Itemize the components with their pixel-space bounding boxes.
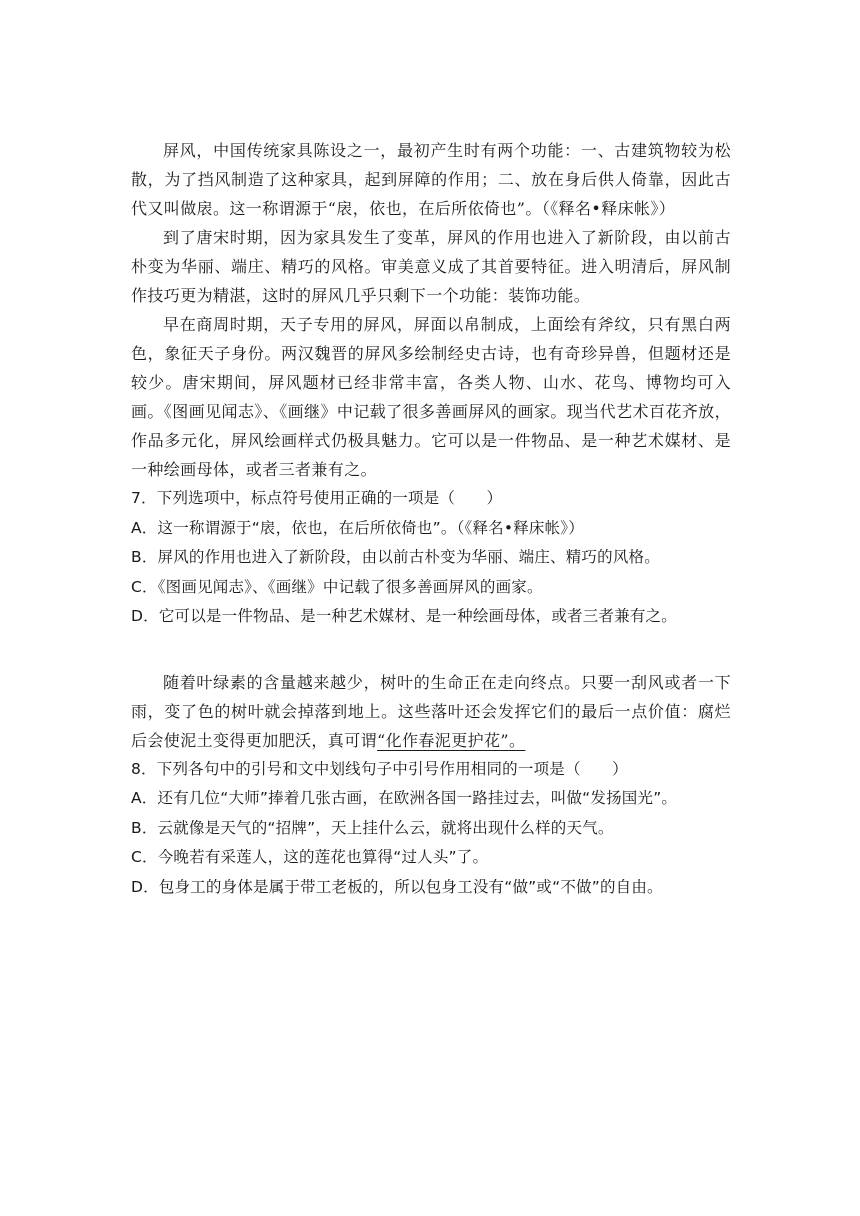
question-8-option-d: D．包身工的身体是属于带工老板的，所以包身工没有“做”或“不做”的自由。	[131, 877, 663, 896]
question-8-option-c: C．今晚若有采莲人，这的莲花也算得“过人头”了。	[131, 848, 489, 866]
paragraph-1: 屏风，中国传统家具陈设之一，最初产生时有两个功能：一、古建筑物较为松散，为了挡风制造了这种家具，起到屏障的作用；二、放在身后供人倚靠，因此古代又叫做扆。这一称谓源于“扆，依也，在后所依倚也”。（《释名•释床帐》）	[131, 141, 731, 218]
passage-screen	[131, 136, 731, 484]
section-gap	[131, 632, 731, 668]
paragraph-2: 到了唐宋时期，因为家具发生了变革，屏风的作用也进入了新阶段，由以前古朴变为华丽、端庄、精巧的风格。审美意义成了其首要特征。进入明清后，屏风制作技巧更为精湛，这时的屏风几乎只剩下一个功能：装饰功能。	[131, 228, 731, 305]
underlined-sentence: “化作春泥更护花”。	[377, 730, 526, 750]
question-8-option-a: A．还有几位“大师”捧着几张古画，在欧洲各国一路挂过去，叫做“发扬国光”。	[131, 789, 678, 807]
question-7-stem: 7．下列选项中，标点符号使用正确的一项是（ ）	[131, 489, 503, 507]
question-7-option-a: A．这一称谓源于“扆，依也，在后所依倚也”。（《释名•释床帐》）	[131, 518, 584, 537]
passage-leaves	[131, 668, 731, 755]
leaves-text: 随着叶绿素的含量越来越少，树叶的生命正在走向终点。只要一刮风或者一下雨，变了色的树叶就会掉落到地上。这些落叶还会发挥它们的最后一点价值：腐烂后会使泥土变得更加肥沃，真可谓	[131, 672, 731, 750]
paragraph-leaves	[131, 668, 731, 755]
question-7-option-d: D．它可以是一件物品、是一种艺术媒材、是一种绘画母体，或者三者兼有之。	[131, 607, 677, 625]
paragraph-3: 早在商周时期，天子专用的屏风，屏面以帛制成，上面绘有斧纹，只有黑白两色，象征天子身份。两汉魏晋的屏风多绘制经史古诗，也有奇珍异兽，但题材还是较少。唐宋期间，屏风题材已经非常丰富，各类人物、山水、花鸟、博物均可入画。《图画见闻志》、《画继》中记载了很多善画屏风的画家。现当代艺术百花齐放，作品多元化，屏风绘画样式仍极具魅力。它可以是一件物品、是一种艺术媒材、是一种绘画母体，或者三者兼有之。	[131, 315, 731, 479]
question-8-stem: 8．下列各句中的引号和文中划线句子中引号作用相同的一项是（ ）	[131, 759, 628, 778]
question-7	[131, 484, 731, 632]
question-8	[131, 755, 731, 903]
question-7-option-c: C．《图画见闻志》、《画继》中记载了很多善画屏风的画家。	[131, 577, 543, 596]
question-7-option-b: B．屏风的作用也进入了新阶段，由以前古朴变为华丽、端庄、精巧的风格。	[131, 548, 660, 566]
document-page	[131, 136, 731, 902]
question-8-option-b: B．云就像是天气的“招牌”，天上挂什么云，就将出现什么样的天气。	[131, 818, 614, 837]
